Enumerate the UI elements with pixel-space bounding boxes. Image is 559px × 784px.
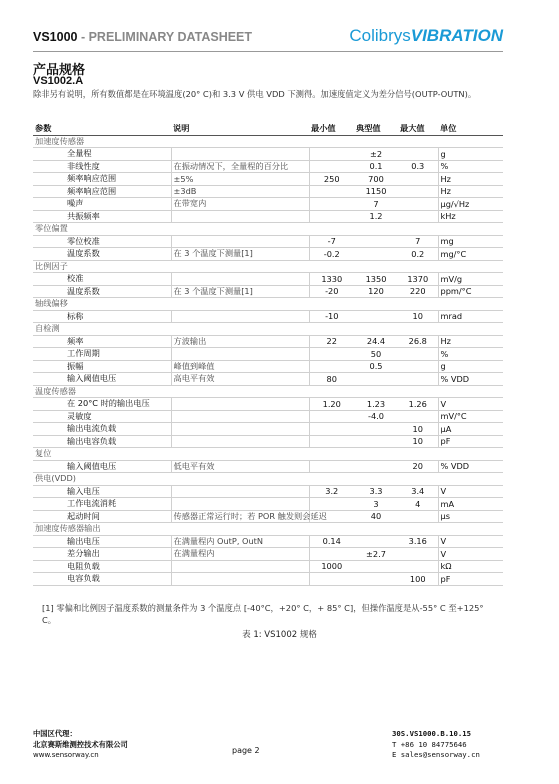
param-cell: 电容负载 — [33, 573, 171, 586]
contact-email[interactable]: E sales@sensorway.cn — [392, 750, 480, 759]
typ-cell: 1350 — [354, 273, 398, 286]
spec-table — [33, 123, 503, 586]
typ-cell — [354, 373, 398, 386]
typ-cell: ±2.7 — [354, 548, 398, 561]
section-label: 复位 — [33, 448, 503, 461]
max-cell — [398, 210, 438, 223]
typ-cell — [354, 248, 398, 261]
desc-cell — [171, 485, 309, 498]
max-cell: 20 — [398, 460, 438, 473]
table-row — [33, 360, 503, 373]
max-cell — [398, 548, 438, 561]
max-cell: 4 — [398, 498, 438, 511]
desc-cell: 高电平有效 — [171, 373, 309, 386]
section-label: 自检测 — [33, 323, 503, 336]
table-row — [33, 185, 503, 198]
desc-cell: ±3dB — [171, 185, 309, 198]
unit-cell: pF — [438, 435, 503, 448]
max-cell: 3.16 — [398, 535, 438, 548]
typ-cell — [354, 573, 398, 586]
param-cell: 频率响应范围 — [33, 185, 171, 198]
param-cell: 输入阈值电压 — [33, 373, 171, 386]
desc-cell: 在 3 个温度下测量[1] — [171, 248, 309, 261]
desc-cell: 方波输出 — [171, 335, 309, 348]
desc-cell: 低电平有效 — [171, 460, 309, 473]
table-row — [33, 485, 503, 498]
title-dash: - — [77, 30, 89, 44]
param-cell: 输出电容负载 — [33, 435, 171, 448]
min-cell: 22 — [309, 335, 354, 348]
table-row — [33, 310, 503, 323]
param-cell: 差分输出 — [33, 548, 171, 561]
min-cell: -0.2 — [309, 248, 354, 261]
section-label: 比例因子 — [33, 260, 503, 273]
model-name: VS1000 — [33, 30, 78, 44]
unit-cell: V — [438, 398, 503, 411]
unit-cell: mA — [438, 498, 503, 511]
max-cell: 1.26 — [398, 398, 438, 411]
table-row — [33, 198, 503, 211]
max-cell — [398, 148, 438, 161]
section-label: 加速度传感器输出 — [33, 523, 503, 536]
desc-cell — [171, 560, 309, 573]
typ-cell — [354, 560, 398, 573]
table-section-row — [33, 135, 503, 148]
max-cell — [398, 510, 438, 523]
intro-paragraph: 除非另有说明，所有数值都是在环境温度(20° C)和 3.3 V 供电 VDD 下测得。加速度值定义为差分信号(OUTP-OUTN)。 — [33, 89, 477, 99]
typ-cell — [354, 535, 398, 548]
col-header-desc: 说明 — [171, 123, 309, 135]
datasheet-subtitle: PRELIMINARY DATASHEET — [88, 30, 253, 44]
min-cell — [309, 460, 354, 473]
header-divider — [33, 51, 503, 52]
max-cell: 1370 — [398, 273, 438, 286]
table-section-row — [33, 298, 503, 311]
footer-contact — [392, 729, 480, 761]
min-cell: 3.2 — [309, 485, 354, 498]
max-cell: 220 — [398, 285, 438, 298]
min-cell — [309, 423, 354, 436]
typ-cell — [354, 435, 398, 448]
typ-cell: -4.0 — [354, 410, 398, 423]
table-section-row — [33, 385, 503, 398]
param-cell: 输出电流负载 — [33, 423, 171, 436]
min-cell — [309, 435, 354, 448]
table-section-row — [33, 223, 503, 236]
table-row — [33, 410, 503, 423]
param-cell: 零位校准 — [33, 235, 171, 248]
table-row — [33, 398, 503, 411]
table-row — [33, 273, 503, 286]
typ-cell: 50 — [354, 348, 398, 361]
param-cell: 输出电压 — [33, 535, 171, 548]
desc-cell — [171, 210, 309, 223]
desc-cell: 传感器正常运行时；若 POR 触发则会延迟 — [171, 510, 309, 523]
param-cell: 电阻负载 — [33, 560, 171, 573]
table-row — [33, 148, 503, 161]
table-section-row — [33, 523, 503, 536]
max-cell: 7 — [398, 235, 438, 248]
unit-cell: μA — [438, 423, 503, 436]
typ-cell: 0.1 — [354, 160, 398, 173]
param-cell: 灵敏度 — [33, 410, 171, 423]
unit-cell: V — [438, 535, 503, 548]
min-cell: 250 — [309, 173, 354, 186]
section-label: 加速度传感器 — [33, 135, 503, 148]
min-cell — [309, 410, 354, 423]
brand-light: Colibrys — [349, 26, 411, 45]
unit-cell: V — [438, 548, 503, 561]
unit-cell: Hz — [438, 335, 503, 348]
unit-cell: g — [438, 360, 503, 373]
min-cell — [309, 360, 354, 373]
brand-bold: VIBRATION — [410, 26, 503, 45]
param-cell: 在 20°C 时的输出电压 — [33, 398, 171, 411]
desc-cell — [171, 398, 309, 411]
param-cell: 输入阈值电压 — [33, 460, 171, 473]
unit-cell: μg/√Hz — [438, 198, 503, 211]
table-row — [33, 498, 503, 511]
col-header-unit: 单位 — [438, 123, 503, 135]
typ-cell: 1150 — [354, 185, 398, 198]
section-title: 产品规格 — [33, 63, 86, 78]
desc-cell — [171, 348, 309, 361]
model-title: VS1002.A — [33, 75, 84, 87]
typ-cell: 1.2 — [354, 210, 398, 223]
unit-cell: % — [438, 348, 503, 361]
param-cell: 校准 — [33, 273, 171, 286]
min-cell: 1.20 — [309, 398, 354, 411]
min-cell — [309, 160, 354, 173]
contact-phone: T +86 10 84775646 — [392, 739, 467, 749]
typ-cell: 24.4 — [354, 335, 398, 348]
unit-cell: kHz — [438, 210, 503, 223]
unit-cell: % VDD — [438, 460, 503, 473]
max-cell: 0.3 — [398, 160, 438, 173]
unit-cell: Hz — [438, 185, 503, 198]
desc-cell: ±5% — [171, 173, 309, 186]
desc-cell: 在带宽内 — [171, 198, 309, 211]
unit-cell: Hz — [438, 173, 503, 186]
table-row — [33, 335, 503, 348]
section-label: 温度传感器 — [33, 385, 503, 398]
section-label: 零位偏置 — [33, 223, 503, 236]
table-header-row — [33, 123, 503, 135]
param-cell: 频率响应范围 — [33, 173, 171, 186]
unit-cell: mrad — [438, 310, 503, 323]
section-label: 轴线偏移 — [33, 298, 503, 311]
desc-cell — [171, 235, 309, 248]
typ-cell — [354, 423, 398, 436]
typ-cell: 40 — [354, 510, 398, 523]
desc-cell — [171, 273, 309, 286]
unit-cell: μs — [438, 510, 503, 523]
param-cell: 起动时间 — [33, 510, 171, 523]
col-header-typ: 典型值 — [354, 123, 398, 135]
unit-cell: g — [438, 148, 503, 161]
min-cell — [309, 573, 354, 586]
typ-cell: 7 — [354, 198, 398, 211]
table-row — [33, 235, 503, 248]
max-cell: 10 — [398, 423, 438, 436]
unit-cell: mV/g — [438, 273, 503, 286]
max-cell — [398, 373, 438, 386]
table-row — [33, 173, 503, 186]
param-cell: 温度系数 — [33, 248, 171, 261]
param-cell: 输入电压 — [33, 485, 171, 498]
typ-cell: 1.23 — [354, 398, 398, 411]
table-row — [33, 510, 503, 523]
min-cell: 1000 — [309, 560, 354, 573]
max-cell: 3.4 — [398, 485, 438, 498]
desc-cell — [171, 148, 309, 161]
table-row — [33, 285, 503, 298]
table-section-row — [33, 260, 503, 273]
page-header — [33, 28, 503, 52]
max-cell — [398, 348, 438, 361]
min-cell: 1330 — [309, 273, 354, 286]
typ-cell — [354, 460, 398, 473]
table-section-row — [33, 473, 503, 486]
table-row — [33, 535, 503, 548]
desc-cell: 峰值到峰值 — [171, 360, 309, 373]
param-cell: 振幅 — [33, 360, 171, 373]
table-section-row — [33, 323, 503, 336]
table-row — [33, 560, 503, 573]
unit-cell: mg/°C — [438, 248, 503, 261]
unit-cell: % — [438, 160, 503, 173]
min-cell — [309, 548, 354, 561]
min-cell — [309, 198, 354, 211]
max-cell — [398, 198, 438, 211]
distributor-url[interactable]: www.sensorway.cn — [33, 751, 99, 759]
table-row — [33, 373, 503, 386]
desc-cell: 在 3 个温度下测量[1] — [171, 285, 309, 298]
unit-cell: V — [438, 485, 503, 498]
table-row — [33, 423, 503, 436]
page-number: page 2 — [232, 746, 260, 755]
unit-cell: pF — [438, 573, 503, 586]
desc-cell — [171, 410, 309, 423]
table-row — [33, 160, 503, 173]
table-row — [33, 348, 503, 361]
min-cell: -10 — [309, 310, 354, 323]
desc-cell — [171, 435, 309, 448]
table-row — [33, 248, 503, 261]
unit-cell: % VDD — [438, 373, 503, 386]
brand-logo — [349, 26, 503, 46]
typ-cell: ±2 — [354, 148, 398, 161]
spec-table-body — [33, 135, 503, 585]
doc-number: 30S.VS1000.B.10.15 — [392, 729, 472, 738]
table-row — [33, 435, 503, 448]
typ-cell: 0.5 — [354, 360, 398, 373]
max-cell: 10 — [398, 310, 438, 323]
min-cell — [309, 185, 354, 198]
param-cell: 共振频率 — [33, 210, 171, 223]
typ-cell: 3 — [354, 498, 398, 511]
col-header-max: 最大值 — [398, 123, 438, 135]
footer-distributor — [33, 729, 128, 761]
distributor-name: 北京赛斯维测控技术有限公司 — [33, 739, 128, 749]
unit-cell: ppm/°C — [438, 285, 503, 298]
col-header-param: 参数 — [33, 123, 171, 135]
param-cell: 非线性度 — [33, 160, 171, 173]
desc-cell — [171, 573, 309, 586]
footnote: [1] 零偏和比例因子温度系数的测量条件为 3 个温度点 [-40°C，+20° C，+ 85° C]，但操作温度是从-55° C 至+125° C。 — [42, 603, 484, 625]
desc-cell: 在振动情况下，全量程的百分比 — [171, 160, 309, 173]
desc-cell — [171, 310, 309, 323]
table-section-row — [33, 448, 503, 461]
param-cell: 温度系数 — [33, 285, 171, 298]
table-row — [33, 548, 503, 561]
min-cell: -7 — [309, 235, 354, 248]
unit-cell: mg — [438, 235, 503, 248]
col-header-min: 最小值 — [309, 123, 354, 135]
max-cell: 26.8 — [398, 335, 438, 348]
table-row — [33, 210, 503, 223]
typ-cell: 3.3 — [354, 485, 398, 498]
min-cell: 80 — [309, 373, 354, 386]
param-cell: 工作电流消耗 — [33, 498, 171, 511]
max-cell — [398, 185, 438, 198]
max-cell — [398, 360, 438, 373]
distributor-label: 中国区代理： — [33, 729, 77, 738]
param-cell: 全量程 — [33, 148, 171, 161]
desc-cell: 在满量程内 — [171, 548, 309, 561]
min-cell — [309, 348, 354, 361]
table-caption: 表 1: VS1002 规格 — [242, 630, 317, 640]
max-cell — [398, 560, 438, 573]
typ-cell — [354, 310, 398, 323]
unit-cell: mV/°C — [438, 410, 503, 423]
max-cell: 10 — [398, 435, 438, 448]
min-cell — [309, 148, 354, 161]
desc-cell: 在满量程内 OutP, OutN — [171, 535, 309, 548]
min-cell: 0.14 — [309, 535, 354, 548]
typ-cell — [354, 235, 398, 248]
section-label: 供电(VDD) — [33, 473, 503, 486]
typ-cell: 700 — [354, 173, 398, 186]
param-cell: 工作周期 — [33, 348, 171, 361]
param-cell: 标称 — [33, 310, 171, 323]
param-cell: 噪声 — [33, 198, 171, 211]
table-row — [33, 573, 503, 586]
desc-cell — [171, 498, 309, 511]
desc-cell — [171, 423, 309, 436]
datasheet-title — [33, 30, 252, 44]
table-row — [33, 460, 503, 473]
max-cell: 100 — [398, 573, 438, 586]
min-cell — [309, 498, 354, 511]
typ-cell: 120 — [354, 285, 398, 298]
min-cell — [309, 210, 354, 223]
max-cell — [398, 173, 438, 186]
unit-cell: kΩ — [438, 560, 503, 573]
param-cell: 频率 — [33, 335, 171, 348]
min-cell: -20 — [309, 285, 354, 298]
max-cell — [398, 410, 438, 423]
max-cell: 0.2 — [398, 248, 438, 261]
